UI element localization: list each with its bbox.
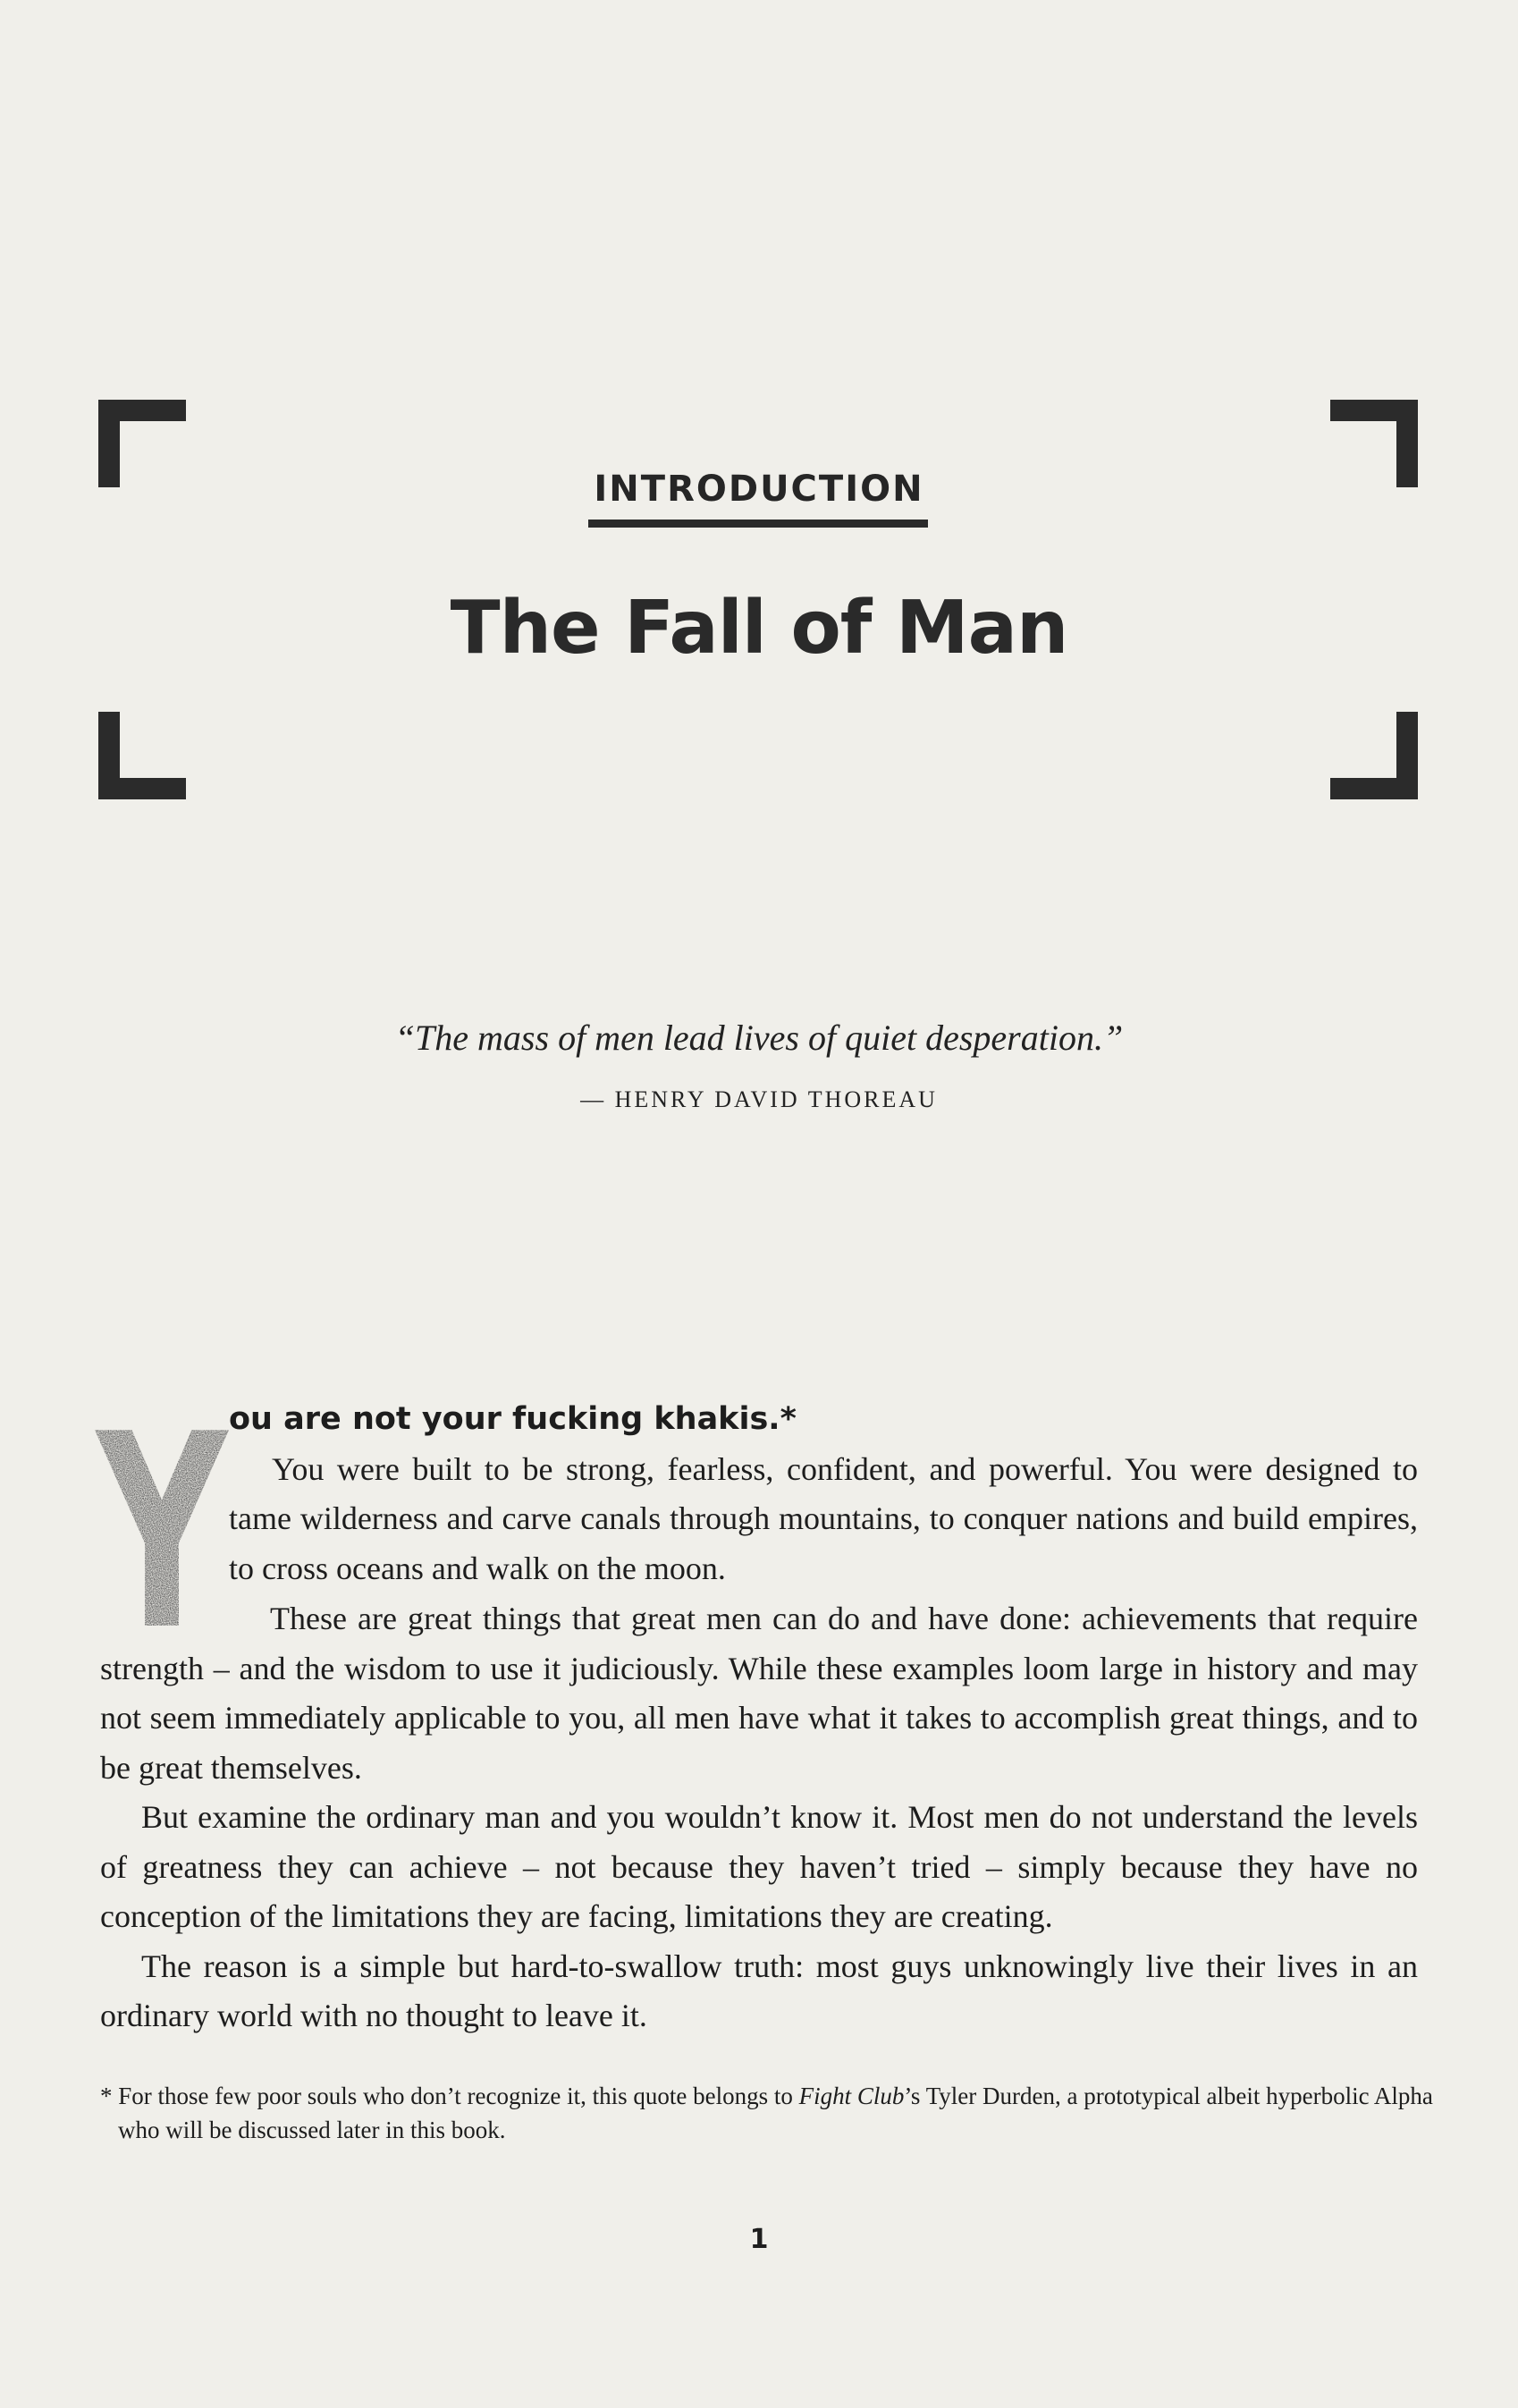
footnote-text: * For those few poor souls who don’t recognize it, this quote belongs to (100, 2083, 799, 2109)
paragraph-1: You were built to be strong, fearless, confident, and powerful. You were designed to tame wilderness and carve canals through mountains, to conquer nations and build empires, to cross oceans and walk on the moon. (229, 1450, 1418, 1586)
footnote (100, 2079, 1436, 2147)
paragraph-4: The reason is a simple but hard-to-swallow truth: most guys unknowingly live their lives in an ordinary world with no thought to leave it. (100, 1948, 1418, 2033)
epigraph-author: — HENRY DAVID THOREAU (580, 1086, 938, 1112)
chapter-title: The Fall of Man (450, 586, 1068, 671)
footnote-title: Fight Club (798, 2083, 905, 2109)
drop-cap-letter: Y (93, 1377, 230, 1689)
section-label: INTRODUCTION (594, 469, 924, 510)
paragraph-2: These are great things that great men can do and have done: achievements that require strength – and the wisdom to use it judiciously. While these examples loom large in history and may not seem immediately applicable to you, all men have what it takes to accomplish great things, and to be great themselves. (100, 1601, 1418, 1786)
section-label-underline (588, 520, 928, 528)
page-number: 1 (749, 2224, 769, 2255)
paragraph-3: But examine the ordinary man and you wouldn’t know it. Most men do not understand the levels of greatness they can achieve – not because they haven’t tried – simply because they have no conception of the limitations they are facing, limitations they are creating. (100, 1799, 1418, 1934)
corner-bracket-bottom-left (98, 712, 186, 799)
lead-paragraph-block (229, 1395, 1418, 1593)
corner-bracket-bottom-right (1330, 712, 1418, 799)
epigraph-quote: “The mass of men lead lives of quiet desperation.” (394, 1018, 1124, 1058)
body-text (100, 1594, 1418, 2041)
lead-sentence: ou are not your fucking khakis.* (229, 1401, 797, 1437)
footnote-text-end: ’s Tyler Durden, a prototypical albeit hyperbolic Alpha who will be discussed later in this book. (118, 2083, 1433, 2143)
